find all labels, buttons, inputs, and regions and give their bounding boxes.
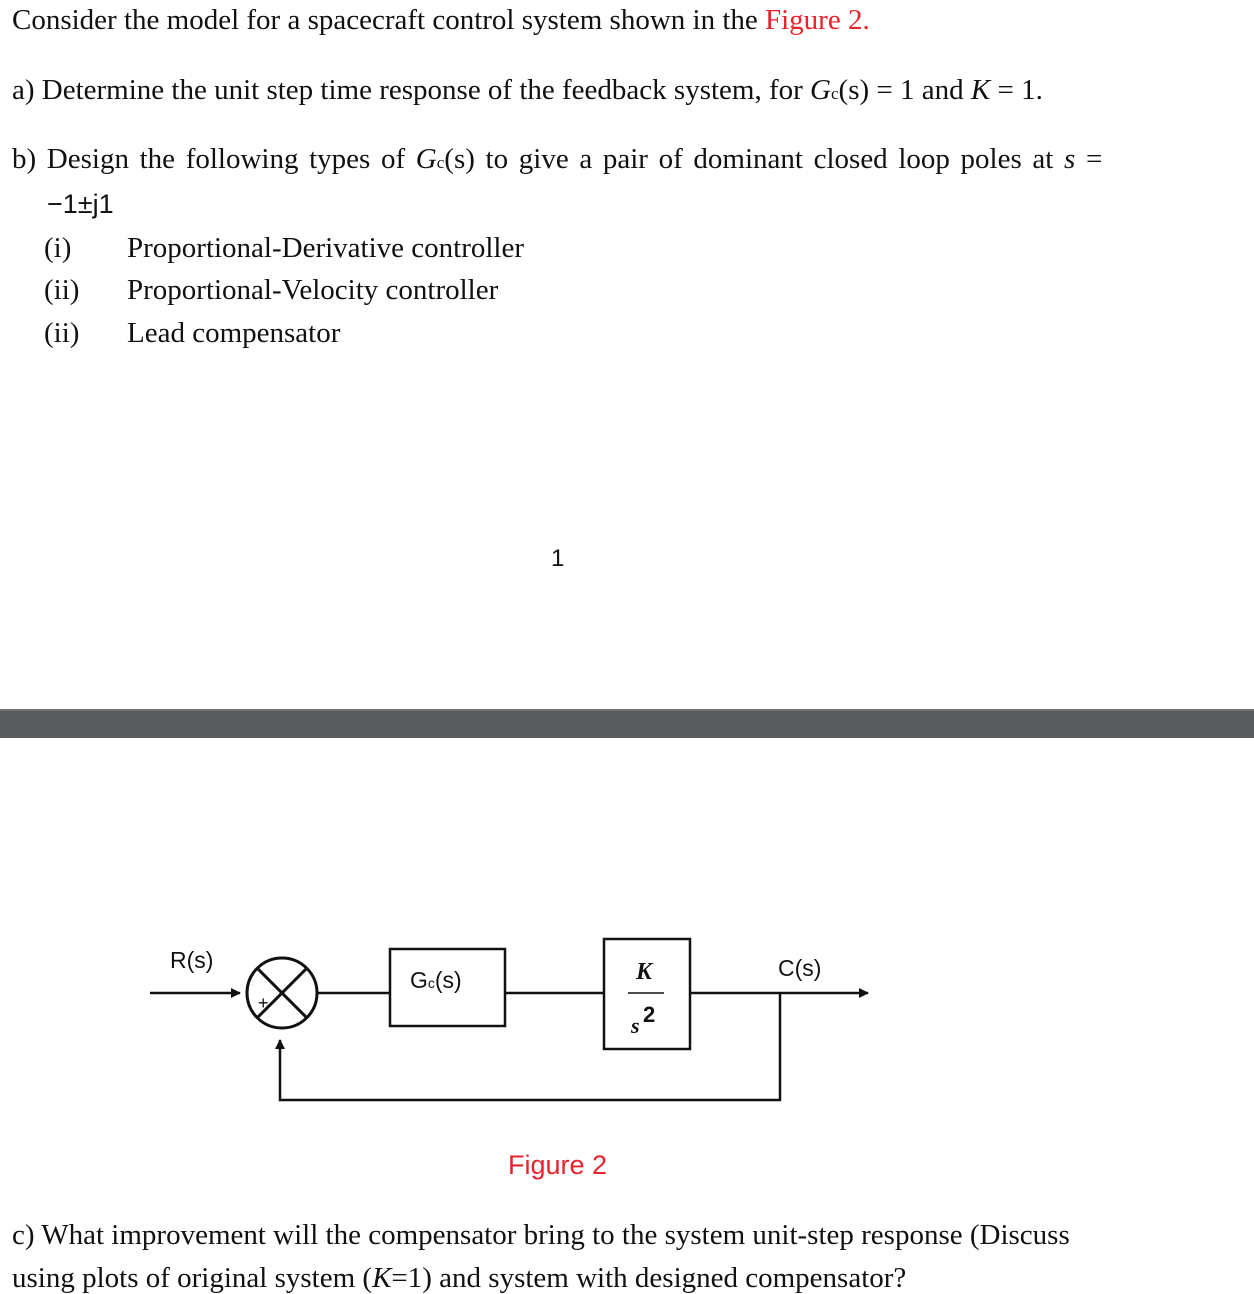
part-a-g-arg: (s) (838, 74, 870, 106)
part-b-middle: to give a pair of dominant closed loop poles at (474, 143, 1064, 175)
list-item-2-text: Proportional-Velocity controller (127, 274, 499, 306)
plus-sign: + (258, 993, 269, 1013)
part-b-prefix: b) Design the following types of (12, 143, 416, 175)
part-a (12, 76, 1043, 105)
page-divider (0, 709, 1254, 738)
part-c-line-1: c) What improvement will the compensator bring to the system unit-step response (Discuss (12, 1219, 1070, 1251)
intro-line (12, 6, 870, 35)
part-b-s: s (1064, 143, 1076, 175)
part-b-poles: −1±j1 (47, 189, 114, 219)
part-b (12, 145, 1102, 174)
part-a-prefix: a) Determine the unit step time response of the feedback system, for (12, 74, 811, 106)
intro-text: Consider the model for a spacecraft control system shown in the (12, 4, 765, 36)
list-item-1-text: Proportional-Derivative controller (127, 232, 525, 264)
part-b-g: G (415, 143, 437, 175)
input-label: R(s) (170, 947, 214, 973)
part-b-eq: = (1075, 143, 1103, 175)
block-diagram (0, 900, 1254, 1130)
part-b-g-sub: c (436, 153, 445, 172)
part-c-line-2 (12, 1264, 906, 1293)
figure-caption: Figure 2 (508, 1150, 608, 1180)
part-a-end: = 1. (990, 74, 1043, 106)
list-item-3-num: (ii) (44, 317, 80, 349)
part-a-g: G (810, 74, 831, 106)
part-a-g-sub: c (831, 84, 839, 103)
output-label: C(s) (778, 955, 822, 981)
part-c-line-2-suffix: =1) and system with designed compensator? (391, 1262, 907, 1294)
list-item-1-num: (i) (44, 232, 72, 264)
part-c-line-2-prefix: using plots of original system ( (12, 1262, 373, 1294)
list-item-3-text: Lead compensator (127, 317, 341, 349)
part-a-mid: = 1 and (869, 74, 971, 106)
controller-label: Gc(s) (410, 967, 462, 993)
feedback-path (280, 993, 780, 1100)
part-c-k: K (372, 1262, 392, 1294)
page-number: 1 (551, 545, 565, 572)
part-b-g-arg: (s) (444, 143, 475, 175)
plant-block (604, 939, 690, 1049)
figure-reference-link[interactable]: Figure 2. (765, 4, 870, 36)
plant-exponent: 2 (643, 1002, 656, 1027)
plant-denominator: s (631, 1013, 640, 1038)
part-a-k: K (970, 74, 991, 106)
list-item-2-num: (ii) (44, 274, 80, 306)
plant-numerator: K (636, 959, 653, 985)
